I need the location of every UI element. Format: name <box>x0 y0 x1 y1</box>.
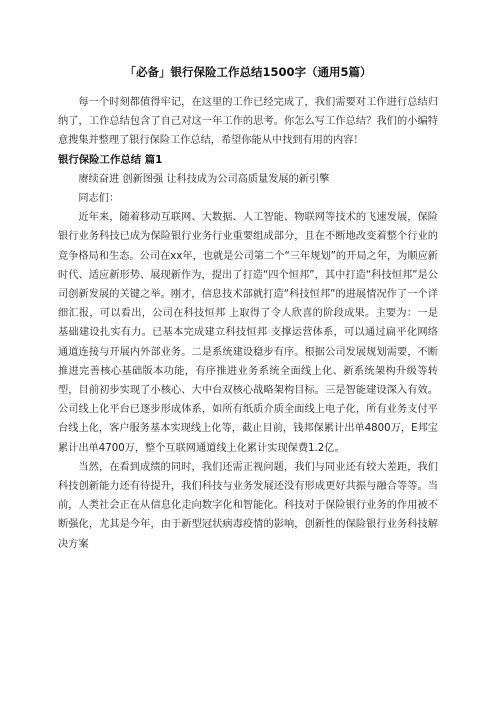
document-title: 「必备」银行保险工作总结1500字（通用5篇） <box>124 65 372 79</box>
section-heading: 银行保险工作总结 篇1 <box>58 153 163 166</box>
intro-paragraph: 每一个时刻都值得牢记，在这里的工作已经完成了，我们需要对工作进行总结归纳了，工作总结包含了自己对这一年工作的思考。你怎么写工作总结？我们的小编特意搜集并整理了银行保险工作总结，希望你能从中找到有用的内容！ <box>58 97 438 147</box>
body-paragraph-2: 当然，在看到成绩的同时，我们还需正视问题，我们与同业还有较大差距，我们科技创新能力还有待提升，我们科技与业务发展还没有形成更好共振与融合等等。当前，人类社会正在从信息化走向数字化和智能化。科技对于保险银行业务的作用被不断强化，尤其是今年，由于新型冠状病毒疫情的影响，创新性的保险银行业务科技解决方案 <box>58 461 438 550</box>
salutation: 同志们： <box>78 193 120 205</box>
speech-subtitle: 赓续奋进 创新图强 让科技成为公司高质量发展的新引擎 <box>78 173 330 185</box>
body-paragraph-1: 近年来，随着移动互联网、大数据、人工智能、物联网等技术的飞速发展，保险银行业务科技已成为保险银行业务行业重要组成部分，且在不断地改变着整个行业的竞争格局和生态。公司在xx年，也就是公司第二个“三年规划”的开局之年，为顺应新时代、适应新形势、展现新作为，提出了打造“四个恒邦”，其中打造“科技恒邦”是公司创新发展的关键之举。刚才，信息技术部就打造“科技恒邦”的进展情况作了一个详细汇报，可以看出，公司在科技恒邦 上取得了令人欣喜的阶段成果。主要为：一是基础建设扎实有力。已基本完成建立科技恒邦 支撑运营体系，可以通过扁平化网络通道连接与开展内外部业务。二是系统建设稳步有序。根据公司发展规划需要，不断推进完善核心基础版本功能，有序推进业务系统全面线上化、新系统架构升级等转型，目前初步实现了小核心、大中台双核心战略架构目标。三是智能建设深入有效。公司线上化平台已逐步形成体系，如所有纸质介质全面线上电子化，所有业务支付平台线上化，客户服务基本实现线上化等，截止目前，钱邦保累计出单4800万，E邦宝累计出单4700万，整个互联网通道线上化累计实现保费1.2亿。 <box>58 212 438 454</box>
